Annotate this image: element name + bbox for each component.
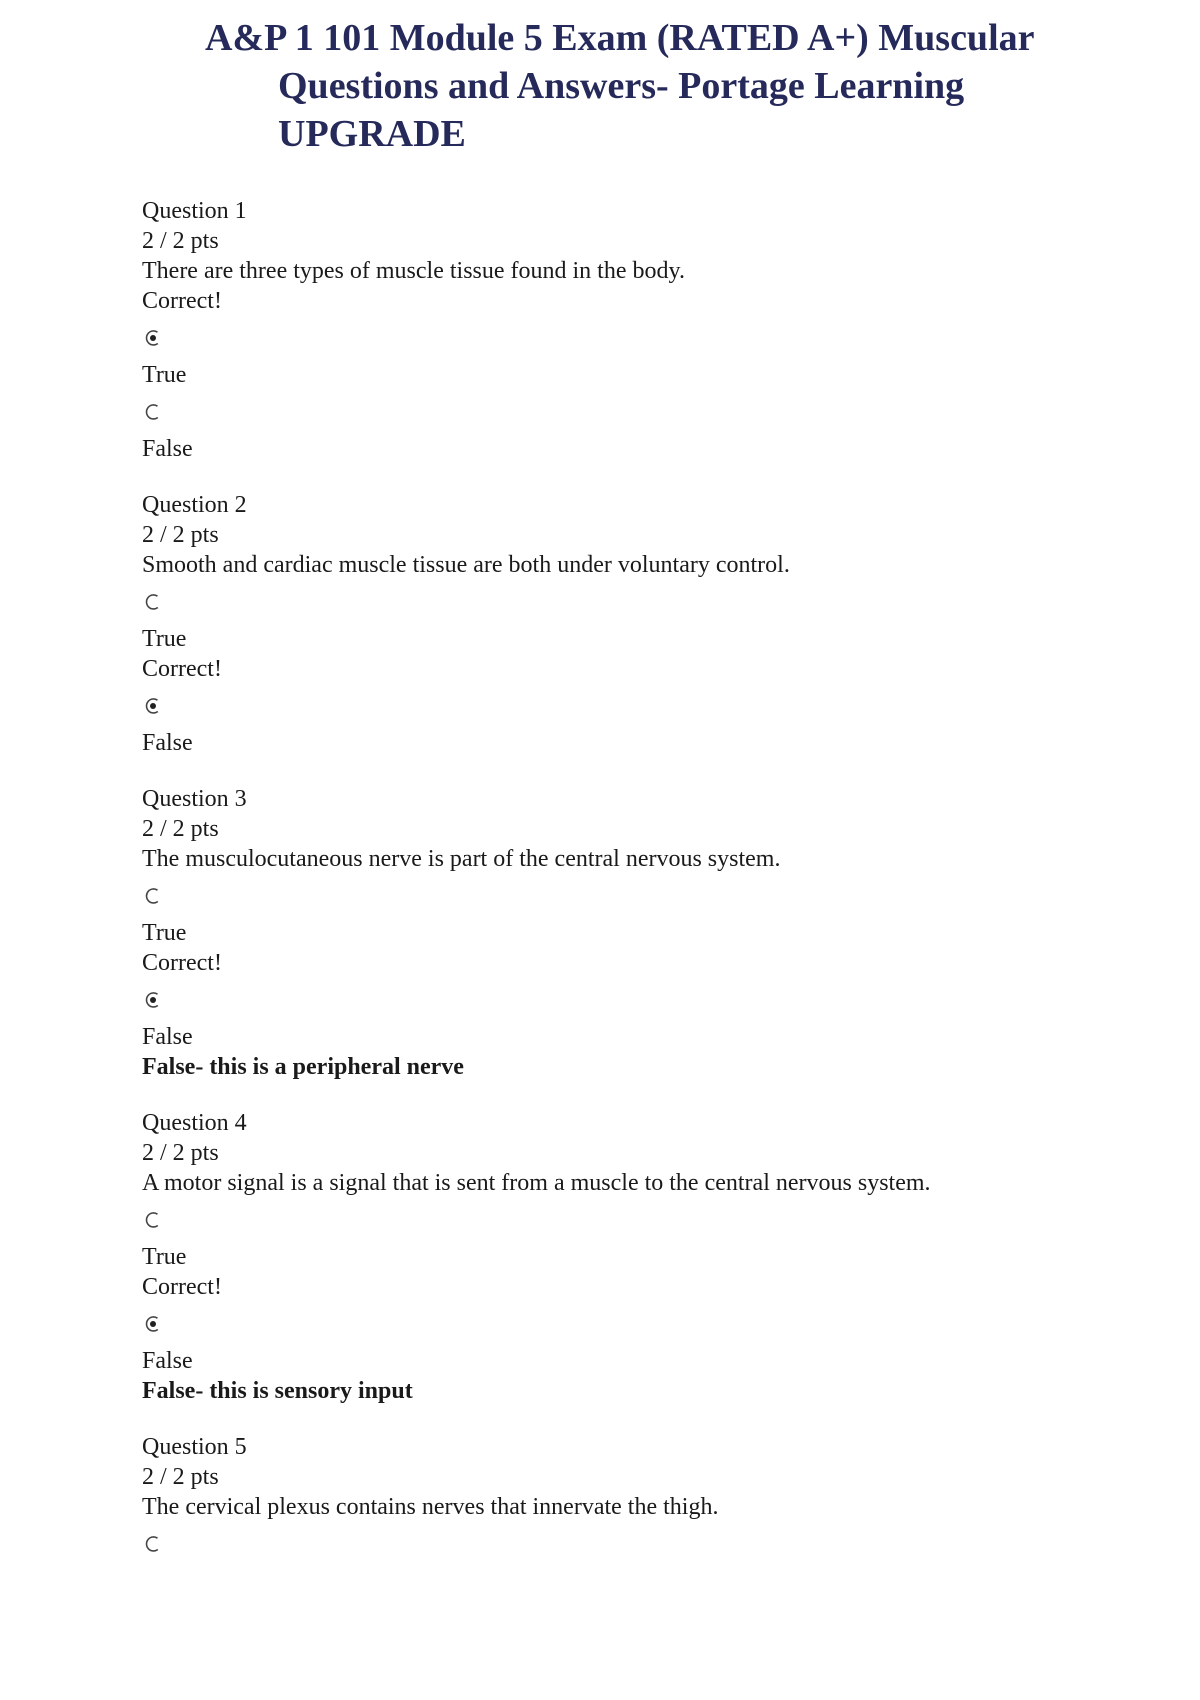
question-label: Question 1 — [142, 198, 247, 224]
question-block — [142, 490, 1122, 758]
answer-option[interactable] — [142, 1302, 1122, 1346]
question-block — [142, 196, 1122, 464]
question-list — [142, 196, 1122, 1592]
question-prompt: Smooth and cardiac muscle tissue are both under voluntary control. — [142, 552, 790, 578]
title-line: Questions and Answers- Portage Learning — [278, 65, 965, 107]
option-label: True — [142, 362, 187, 388]
radio-unselected-icon[interactable] — [144, 1535, 162, 1553]
answer-option[interactable] — [142, 1198, 1122, 1242]
answer-option[interactable] — [142, 874, 1122, 918]
question-prompt: There are three types of muscle tissue found in the body. — [142, 258, 685, 284]
question-points: 2 / 2 pts — [142, 1140, 219, 1166]
option-label: False — [142, 730, 193, 756]
question-points: 2 / 2 pts — [142, 228, 219, 254]
radio-unselected-icon[interactable] — [144, 403, 162, 421]
answer-option[interactable] — [142, 390, 1122, 434]
answer-option[interactable] — [142, 316, 1122, 360]
radio-selected-icon[interactable] — [144, 991, 162, 1009]
radio-unselected-icon[interactable] — [144, 1211, 162, 1229]
answer-explanation: False- this is a peripheral nerve — [142, 1054, 464, 1080]
answer-option[interactable] — [142, 1522, 1122, 1566]
question-block — [142, 1108, 1122, 1406]
option-label: False — [142, 1024, 193, 1050]
question-points: 2 / 2 pts — [142, 522, 219, 548]
radio-selected-icon[interactable] — [144, 1315, 162, 1333]
correct-marker: Correct! — [142, 288, 222, 314]
option-label: True — [142, 920, 187, 946]
question-label: Question 5 — [142, 1434, 247, 1460]
title-line: UPGRADE — [278, 113, 466, 155]
radio-selected-icon[interactable] — [144, 697, 162, 715]
question-prompt: The cervical plexus contains nerves that innervate the thigh. — [142, 1494, 719, 1520]
question-label: Question 2 — [142, 492, 247, 518]
answer-option[interactable] — [142, 978, 1122, 1022]
correct-marker: Correct! — [142, 950, 222, 976]
question-points: 2 / 2 pts — [142, 1464, 219, 1490]
correct-marker: Correct! — [142, 656, 222, 682]
answer-option[interactable] — [142, 580, 1122, 624]
title-line: A&P 1 101 Module 5 Exam (RATED A+) Muscular — [205, 17, 1035, 59]
question-prompt: A motor signal is a signal that is sent from a muscle to the central nervous system. — [142, 1170, 931, 1196]
correct-marker: Correct! — [142, 1274, 222, 1300]
option-label: False — [142, 1348, 193, 1374]
radio-unselected-icon[interactable] — [144, 593, 162, 611]
question-block — [142, 1432, 1122, 1566]
question-label: Question 4 — [142, 1110, 247, 1136]
question-label: Question 3 — [142, 786, 247, 812]
question-points: 2 / 2 pts — [142, 816, 219, 842]
answer-option[interactable] — [142, 684, 1122, 728]
option-label: False — [142, 436, 193, 462]
document-title — [205, 14, 1065, 158]
option-label: True — [142, 1244, 187, 1270]
radio-selected-icon[interactable] — [144, 329, 162, 347]
radio-unselected-icon[interactable] — [144, 887, 162, 905]
option-label: True — [142, 626, 187, 652]
question-prompt: The musculocutaneous nerve is part of the central nervous system. — [142, 846, 781, 872]
question-block — [142, 784, 1122, 1082]
answer-explanation: False- this is sensory input — [142, 1378, 413, 1404]
